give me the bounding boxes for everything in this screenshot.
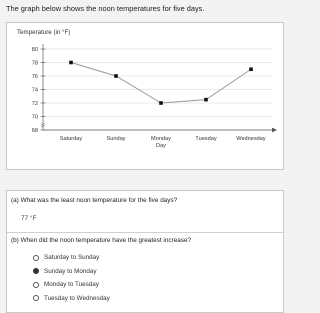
question-a-answer[interactable]: 77 °F	[21, 215, 37, 222]
x-tick-label: Monday	[151, 136, 171, 142]
option-sunday-to-monday[interactable]	[33, 265, 110, 279]
questions-panel	[6, 190, 284, 313]
y-tick-label: 76	[31, 74, 38, 80]
radio-button[interactable]	[33, 295, 39, 301]
x-tick-label: Sunday	[106, 136, 126, 142]
data-point	[69, 61, 73, 65]
y-tick-label: 78	[31, 60, 38, 67]
y-tick-label: 74	[31, 87, 38, 94]
y-tick-label: 68	[31, 128, 38, 134]
option-saturday-to-sunday[interactable]	[33, 251, 110, 265]
option-label: Sunday to Monday	[44, 267, 97, 275]
question-b-options	[33, 251, 110, 305]
data-point	[159, 101, 163, 105]
intro-text: The graph below shows the noon temperatures for five days.	[6, 4, 205, 13]
option-label: Tuesday to Wednesday	[44, 294, 110, 302]
data-point	[204, 98, 208, 102]
question-b-text: (b) When did the noon temperature have the greatest increase?	[11, 237, 192, 244]
y-tick-label: 72	[31, 101, 38, 107]
option-tuesday-to-wednesday[interactable]	[33, 292, 110, 306]
radio-button[interactable]	[33, 255, 39, 261]
y-axis-label: Temperature (in °F)	[17, 29, 71, 36]
graph-panel	[6, 22, 284, 170]
series-line	[71, 63, 251, 104]
radio-button[interactable]	[33, 282, 39, 288]
option-monday-to-tuesday[interactable]	[33, 278, 110, 292]
radio-button[interactable]	[33, 268, 39, 274]
divider	[7, 232, 283, 233]
data-point	[114, 74, 118, 78]
temperature-chart	[7, 23, 283, 169]
x-axis-arrow-icon	[272, 128, 277, 133]
x-tick-label: Saturday	[59, 136, 83, 142]
option-label: Saturday to Sunday	[44, 254, 100, 262]
y-tick-label: 70	[31, 114, 38, 121]
question-a-text: (a) What was the least noon temperature for the five days?	[11, 197, 178, 204]
option-label: Monday to Tuesday	[44, 281, 99, 289]
x-axis-label: Day	[156, 143, 166, 149]
x-tick-label: Tuesday	[195, 136, 217, 142]
data-point	[249, 67, 253, 71]
x-tick-label: Wednesday	[236, 136, 266, 142]
y-tick-label: 80	[31, 47, 38, 53]
